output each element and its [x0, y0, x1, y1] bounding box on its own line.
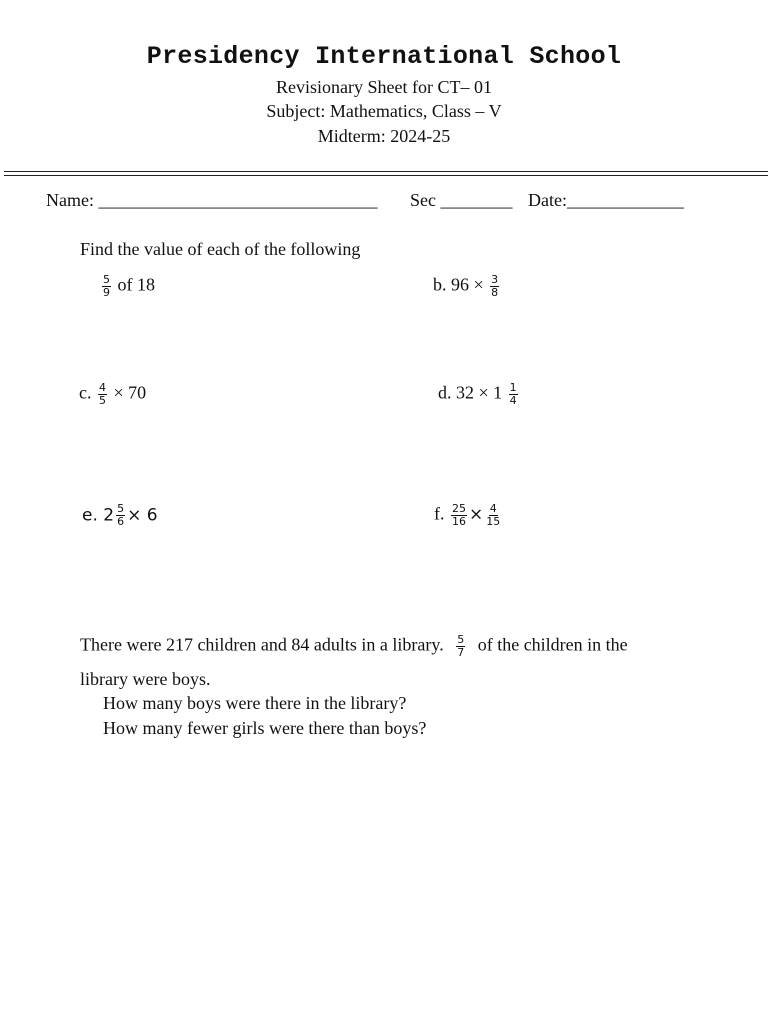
date-field-label: Date:_____________	[528, 190, 684, 210]
fraction: $\frac{5}{7}$	[457, 633, 465, 659]
question-1f: f. $\frac{25}{16}$ × $\frac{4}{15}$	[434, 502, 501, 528]
question-2-statement-cont: library were boys.	[80, 669, 211, 689]
question-2-statement: There were 217 children and 84 adults in a library. $\frac{5}{7}$ of the children in the	[80, 633, 628, 659]
question-1a: $\frac{5}{9}$ of 18	[103, 273, 155, 299]
question-1-instruction: Find the value of each of the following	[80, 239, 361, 259]
fraction: $\frac{5}{6}$	[117, 502, 125, 528]
sheet-title: Revisionary Sheet for CT– 01	[276, 77, 492, 97]
question-2-part-2: How many fewer girls were there than boys?	[103, 718, 427, 738]
header-divider-bottom	[4, 175, 768, 176]
question-1b: b. 96 × $\frac{3}{8}$	[433, 273, 499, 299]
fraction: $\frac{3}{8}$	[491, 273, 499, 299]
fraction: $\frac{25}{16}$	[452, 502, 466, 528]
fraction: $\frac{1}{4}$	[509, 381, 517, 407]
fraction: $\frac{5}{9}$	[103, 273, 110, 299]
section-field-label: Sec ________	[410, 190, 513, 210]
header-divider-top	[4, 171, 768, 172]
name-field-label: Name: _______________________________	[46, 190, 378, 210]
term-line: Midterm: 2024-25	[317, 126, 451, 146]
subject-line: Subject: Mathematics, Class – V	[266, 101, 502, 121]
question-2-part-1: How many boys were there in the library?	[103, 693, 407, 713]
question-1c: c. $\frac{4}{5}$ × 70	[79, 381, 147, 407]
question-1d: d. 32 × 1 $\frac{1}{4}$	[438, 381, 517, 407]
fraction: $\frac{4}{15}$	[486, 502, 501, 528]
question-1e: e. 2 $\frac{5}{6}$ × 6	[82, 502, 158, 528]
school-name: Presidency International School	[146, 42, 622, 71]
fraction: $\frac{4}{5}$	[99, 381, 106, 407]
